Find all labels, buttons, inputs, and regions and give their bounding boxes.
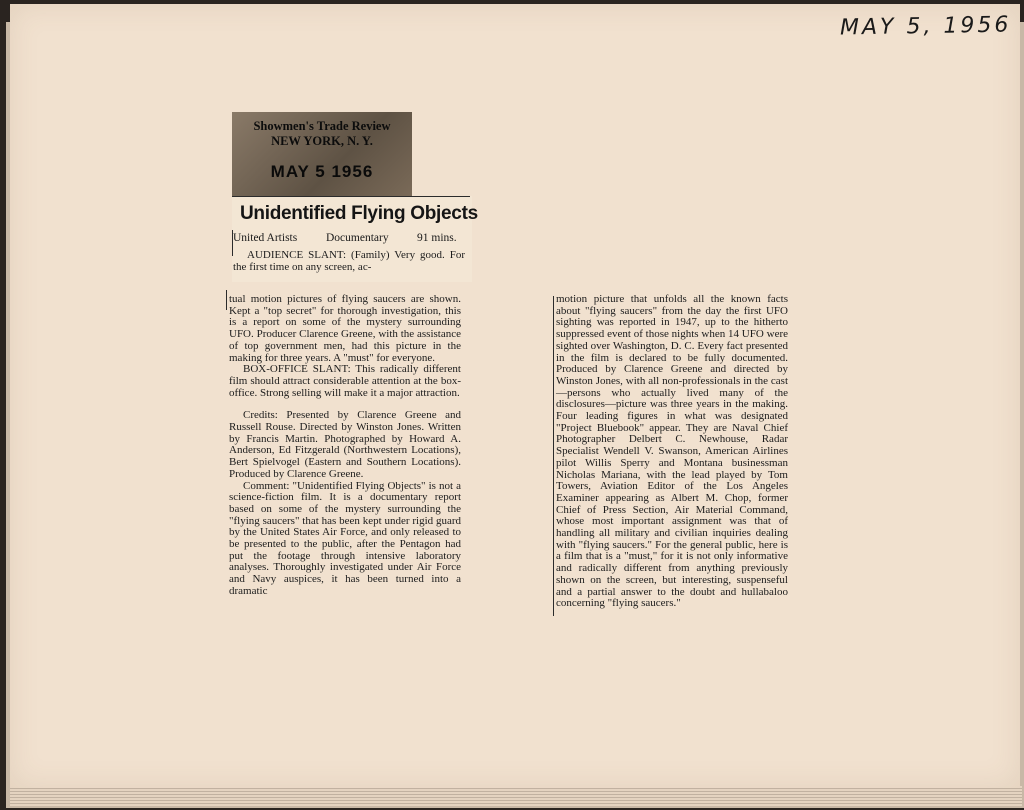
article-title: Unidentified Flying Objects xyxy=(240,203,478,224)
paragraph: Comment: "Unidentified Flying Objects" is not a science-fiction film. It is a documentary report based on some of the mystery surrounding the "flying saucers" that has been kept under rigid guard by the United States Air Force, and only released to be presented to the public, after the Pentagon had put the footage through intensive laboratory analyses. Thoroughly investigated under Air Force and Navy auspices, it has been turned into a dramatic xyxy=(229,479,461,597)
clipping-stamp xyxy=(232,112,412,196)
stamp-location: NEW YORK, N. Y. xyxy=(271,134,373,148)
clipping-border xyxy=(232,196,470,197)
paragraph: Credits: Presented by Clarence Greene and Russell Rouse. Directed by Winston Jones. Written by Francis Martin. Photographed by Howard A. Anderson, Ed Fitzgerald (Northwestern Locations), Bert Spielvogel (Eastern and Southern Locations). Produced by Clarence Greene. xyxy=(229,409,461,480)
runtime: 91 mins. xyxy=(417,232,457,244)
audience-slant-block xyxy=(233,250,465,273)
audience-slant-text: AUDIENCE SLANT: (Family) Very good. For the first time on any screen, ac- xyxy=(233,249,465,273)
genre: Documentary xyxy=(326,232,389,244)
paragraph: motion picture that unfolds all the known facts about "flying saucers" from the day the first UFO sighting was reported in 1947, up to the hitherto suppressed event of those nights when 14 UFO were sighted over Washington, D. C. Every fact presented in the film is declared to be fully documented. Produced by Clarence Greene and directed by Winston Jones, with all non-professionals in the cast—persons who actually lived many of the disclosures—picture was three years in the making. Four leading figures in what was designated "Project Bluebook" appear. They are Naval Chief Photographer Delbert C. Newhouse, Radar Specialist Wendell V. Swanson, American Airlines pilot Willis Sperry and Montana businessman Nicholas Mariana, with the lead played by Tom Towers, Aviation Editor of the Los Angeles Examiner appearing as Albert M. Chop, former Chief of Press Section, Air Material Command, whose most important assignment was that of handling all military and civilian inquiries dealing with "flying saucers." For the general public, here is a film that is a "must," for it is not only informative and radically different from anything previously shown on the screen, but interesting, suspenseful and a partial answer to the doubt and hullabaloo concerning "flying saucers." xyxy=(556,293,788,610)
article-meta xyxy=(233,232,465,246)
distributor: United Artists xyxy=(233,232,298,244)
clipping-border xyxy=(226,290,227,310)
stamp-date: MAY 5 1956 xyxy=(270,162,374,181)
article-column-2 xyxy=(556,294,788,610)
paragraph: tual motion pictures of flying saucers are shown. Kept a "top secret" for thorough investigation, this is a report on some of the mystery surrounding UFO. Producer Clarence Greene, with the assistance of top government men, had this picture in the making for three years. A "must" for everyone. xyxy=(229,293,461,364)
handwritten-date: MAY 5, 1956 xyxy=(839,12,1012,41)
stamp-publication: Showmen's Trade Review xyxy=(253,119,391,133)
clipping-border xyxy=(553,296,554,616)
page-stack-edges xyxy=(10,786,1022,806)
scrapbook-page xyxy=(10,4,1020,788)
article-column-1 xyxy=(229,294,461,598)
paragraph: BOX-OFFICE SLANT: This radically different film should attract considerable attention at the box-office. Strong selling will make it a major attraction. xyxy=(229,363,461,399)
